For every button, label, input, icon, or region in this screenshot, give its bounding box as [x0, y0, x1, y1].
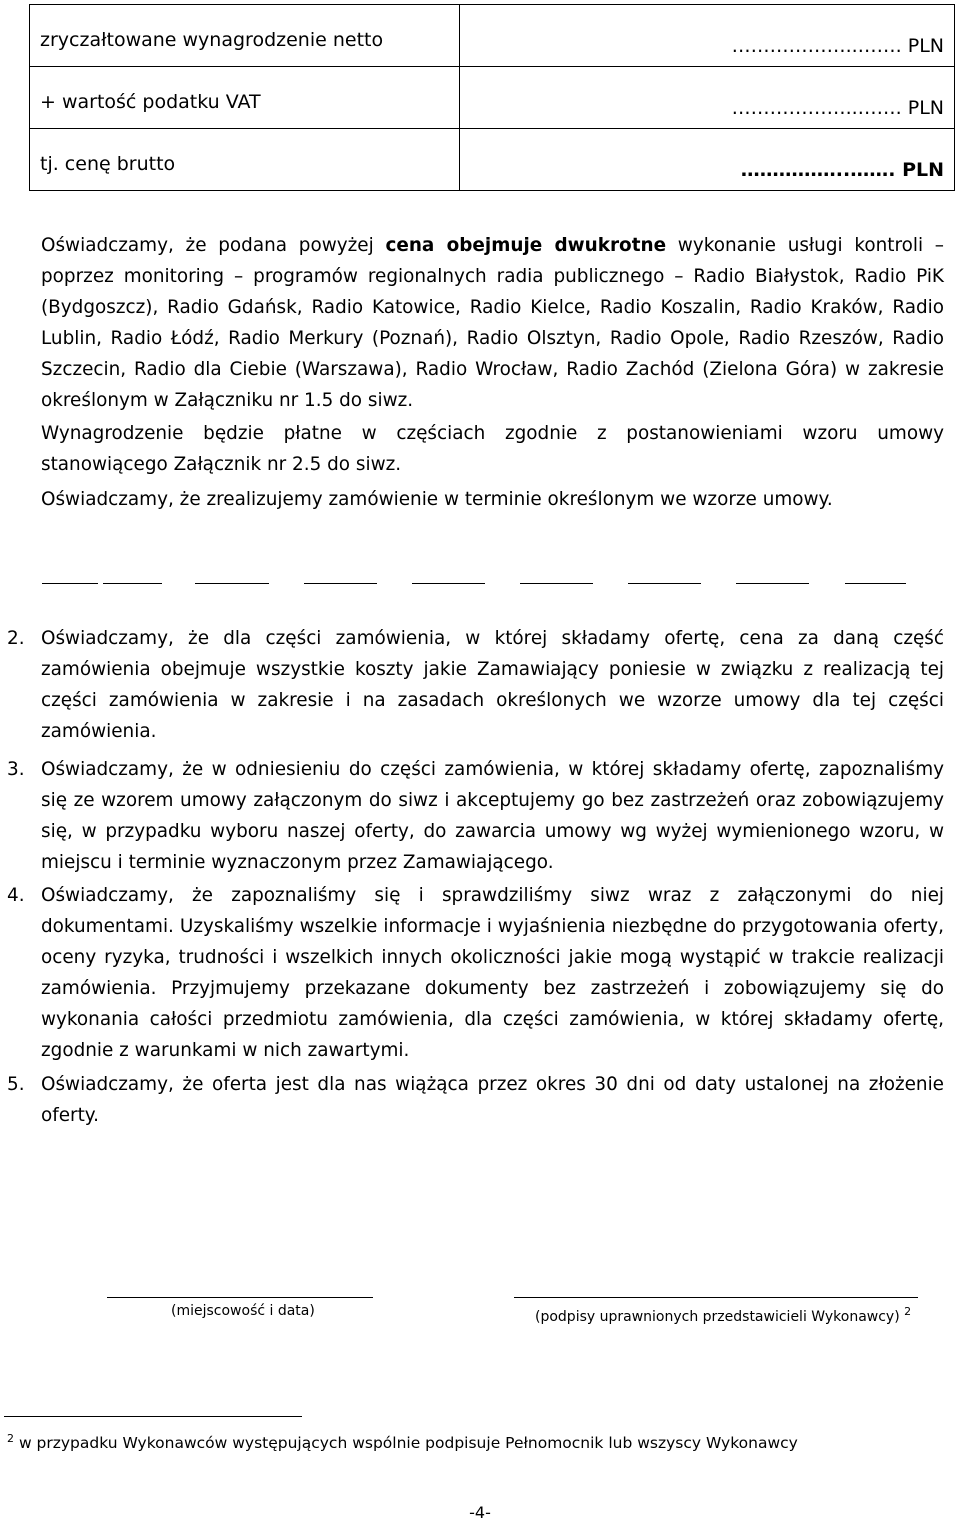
- net-price-value: ………………..……. PLN: [460, 5, 955, 67]
- list-item-text: Oświadczamy, że dla części zamówienia, w której składamy ofertę, cena za daną część zamówienia obejmuje wszystkie koszty jakie Zamawiający poniesie w związku z realizacją tej części zamówienia w zakresie i na zasadach określonych we wzorze umowy dla tej części zamówienia.: [41, 628, 944, 742]
- footnote-rule: [4, 1416, 302, 1417]
- footnote-text: w przypadku Wykonawców występujących wspólnie podpisuje Pełnomocnik lub wszyscy Wykonawcy: [18, 1434, 798, 1452]
- scope-text-bold: cena obejmuje dwukrotne: [385, 235, 667, 256]
- scope-text-pre: Oświadczamy, że podana powyżej: [41, 235, 386, 256]
- place-date-caption: (miejscowość i data): [171, 1303, 315, 1319]
- price-table: [29, 4, 955, 191]
- vat-label: + wartość podatku VAT: [30, 67, 460, 129]
- separator-dash: [304, 583, 377, 584]
- signature-caption-wrap: [535, 1305, 911, 1325]
- list-item-number: 3.: [7, 759, 25, 780]
- footnote: [7, 1432, 798, 1452]
- list-item-text: Oświadczamy, że zapoznaliśmy się i sprawdziliśmy siwz wraz z załączonymi do niej dokumentami. Uzyskaliśmy wszelkie informacje i wyjaśnienia niezbędne do przygotowania oferty, oceny ryzyka, trudności i wszelkich innych okoliczności jakie mogą wystąpić w trakcie realizacji zamówienia. Przyjmujemy przekazane dokumenty bez zastrzeżeń i zobowiązujemy się do wykonania całości przedmiotu zamówienia, dla części zamówienia, w której składamy ofertę, zgodnie z warunkami w nich zawartymi.: [41, 885, 944, 1061]
- signature-line: [514, 1297, 918, 1298]
- separator-dash: [195, 583, 269, 584]
- list-item-text: Oświadczamy, że oferta jest dla nas wiążąca przez okres 30 dni od daty ustalonej na złożenie oferty.: [41, 1074, 944, 1126]
- separator-dash: [520, 583, 593, 584]
- paragraph-deadline: Oświadczamy, że zrealizujemy zamówienie w terminie określonym we wzorze umowy.: [41, 489, 833, 510]
- separator-dash: [412, 583, 485, 584]
- paragraph-scope: [41, 230, 944, 416]
- separator-dash: [736, 583, 809, 584]
- table-row: [30, 129, 955, 191]
- footnote-reference: 2: [904, 1305, 912, 1318]
- page-number: -4-: [469, 1503, 491, 1522]
- separator-dash: [628, 583, 701, 584]
- signature-caption: (podpisy uprawnionych przedstawicieli Wykonawcy): [535, 1309, 900, 1325]
- net-price-label: zryczałtowane wynagrodzenie netto: [30, 5, 460, 67]
- gross-price-label: tj. cenę brutto: [30, 129, 460, 191]
- separator-dash: [42, 583, 98, 584]
- place-date-line: [107, 1297, 373, 1298]
- table-row: [30, 5, 955, 67]
- separator-dash: [845, 583, 906, 584]
- vat-value: ………………..……. PLN: [460, 67, 955, 129]
- list-item-number: 2.: [7, 628, 25, 649]
- list-item-number: 4.: [7, 885, 25, 906]
- table-row: [30, 67, 955, 129]
- list-item-text: Oświadczamy, że w odniesieniu do części zamówienia, w której składamy ofertę, zapoznaliśmy się ze wzorem umowy załączonym do siwz i akceptujemy go bez zastrzeżeń oraz zobowiązujemy się, w przypadku wyboru naszej oferty, do zawarcia umowy wg wyżej wymienionego wzoru, w miejscu i terminie wyznaczonym przez Zamawiającego.: [41, 759, 944, 873]
- gross-price-value: ……………..……. PLN: [460, 129, 955, 191]
- paragraph-payment: Wynagrodzenie będzie płatne w częściach zgodnie z postanowieniami wzoru umowy stanowiącego Załącznik nr 2.5 do siwz.: [41, 423, 944, 475]
- list-item-number: 5.: [7, 1074, 25, 1095]
- scope-text-post: wykonanie usługi kontroli – poprzez monitoring – programów regionalnych radia publicznego – Radio Białystok, Radio PiK (Bydgoszcz), Radio Gdańsk, Radio Katowice, Radio Kielce, Radio Koszalin, Radio Kraków, Radio Lublin, Radio Łódź, Radio Merkury (Poznań), Radio Olsztyn, Radio Opole, Radio Rzeszów, Radio Szczecin, Radio dla Ciebie (Warszawa), Radio Wrocław, Radio Zachód (Zielona Góra) w zakresie określonym w Załączniku nr 1.5 do siwz.: [41, 235, 944, 411]
- separator-dash: [103, 583, 162, 584]
- footnote-mark: 2: [7, 1432, 14, 1445]
